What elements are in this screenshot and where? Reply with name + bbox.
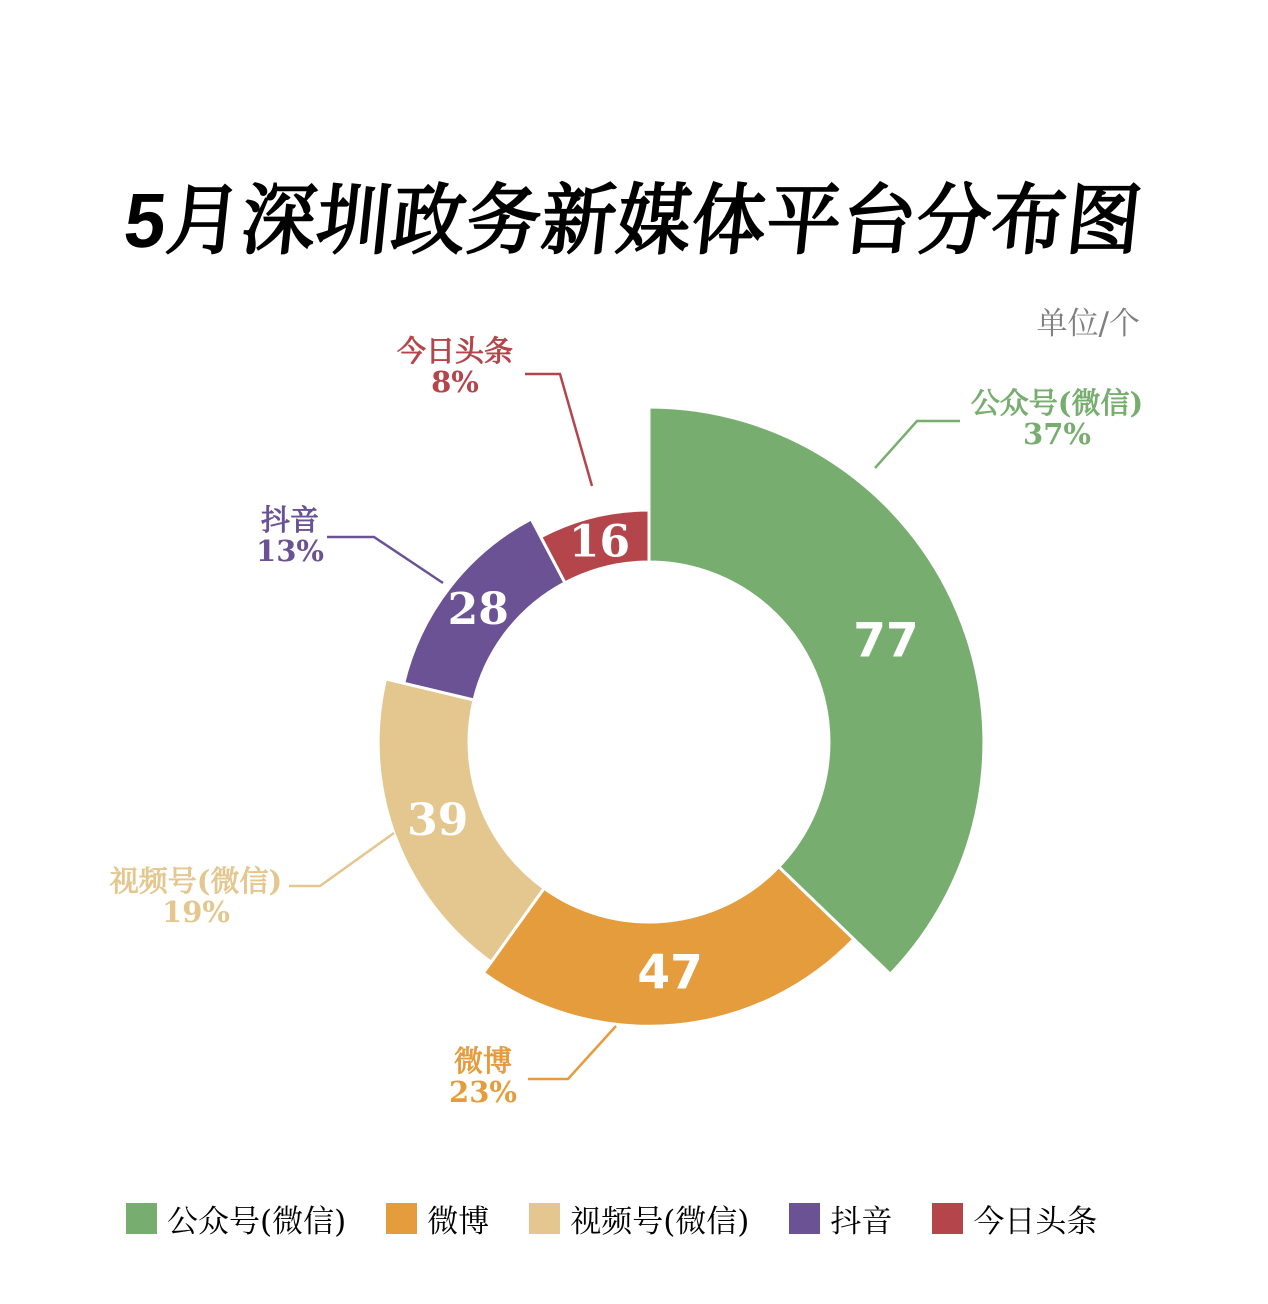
legend-swatch-icon [126, 1203, 157, 1234]
slice-value-0: 77 [853, 613, 919, 669]
callout-toutiao [295, 336, 615, 398]
slice-value-1: 47 [637, 945, 703, 1001]
legend-swatch-icon [386, 1203, 417, 1234]
page-title: 5月深圳政务新媒体平台分布图 [120, 177, 1147, 264]
legend-item-weibo [386, 1196, 489, 1241]
unit-label: 单位/个 [1036, 306, 1140, 342]
legend-swatch-icon [529, 1203, 560, 1234]
callout-series-name: 视频号(微信) [109, 864, 283, 898]
slice-value-3: 28 [447, 584, 509, 635]
legend-label: 今日头条 [973, 1204, 1098, 1240]
callout-series-name: 今日头条 [396, 334, 513, 368]
callout-series-pct: 19% [162, 895, 230, 929]
callout-series-pct: 23% [449, 1075, 517, 1109]
callout-series-pct: 8% [431, 365, 479, 399]
legend-swatch-icon [789, 1203, 820, 1234]
callout-series-pct: 37% [1023, 417, 1091, 451]
legend-label: 微博 [427, 1204, 490, 1240]
callout-gongzhonghao [897, 388, 1217, 450]
legend-label: 抖音 [830, 1204, 893, 1240]
legend-label: 公众号(微信) [167, 1204, 347, 1240]
legend-swatch-icon [932, 1203, 963, 1234]
pie-slice-0 [649, 407, 984, 974]
slice-value-2: 39 [407, 795, 469, 847]
callout-series-name: 抖音 [260, 503, 319, 537]
legend-item-shipinhao [529, 1196, 749, 1241]
legend [126, 1196, 1097, 1241]
callout-series-pct: 13% [256, 534, 324, 568]
legend-label: 视频号(微信) [570, 1204, 750, 1240]
donut-slices [378, 407, 984, 1026]
callout-series-name: 公众号(微信) [970, 386, 1144, 420]
legend-item-gongzhonghao [126, 1196, 346, 1241]
callout-series-name: 微博 [453, 1044, 512, 1078]
callout-weibo [323, 1046, 643, 1108]
legend-item-toutiao [932, 1196, 1097, 1241]
callout-douyin [130, 505, 450, 567]
callout-shipinhao [36, 866, 356, 928]
legend-item-douyin [789, 1196, 892, 1241]
slice-value-4: 16 [568, 516, 631, 568]
